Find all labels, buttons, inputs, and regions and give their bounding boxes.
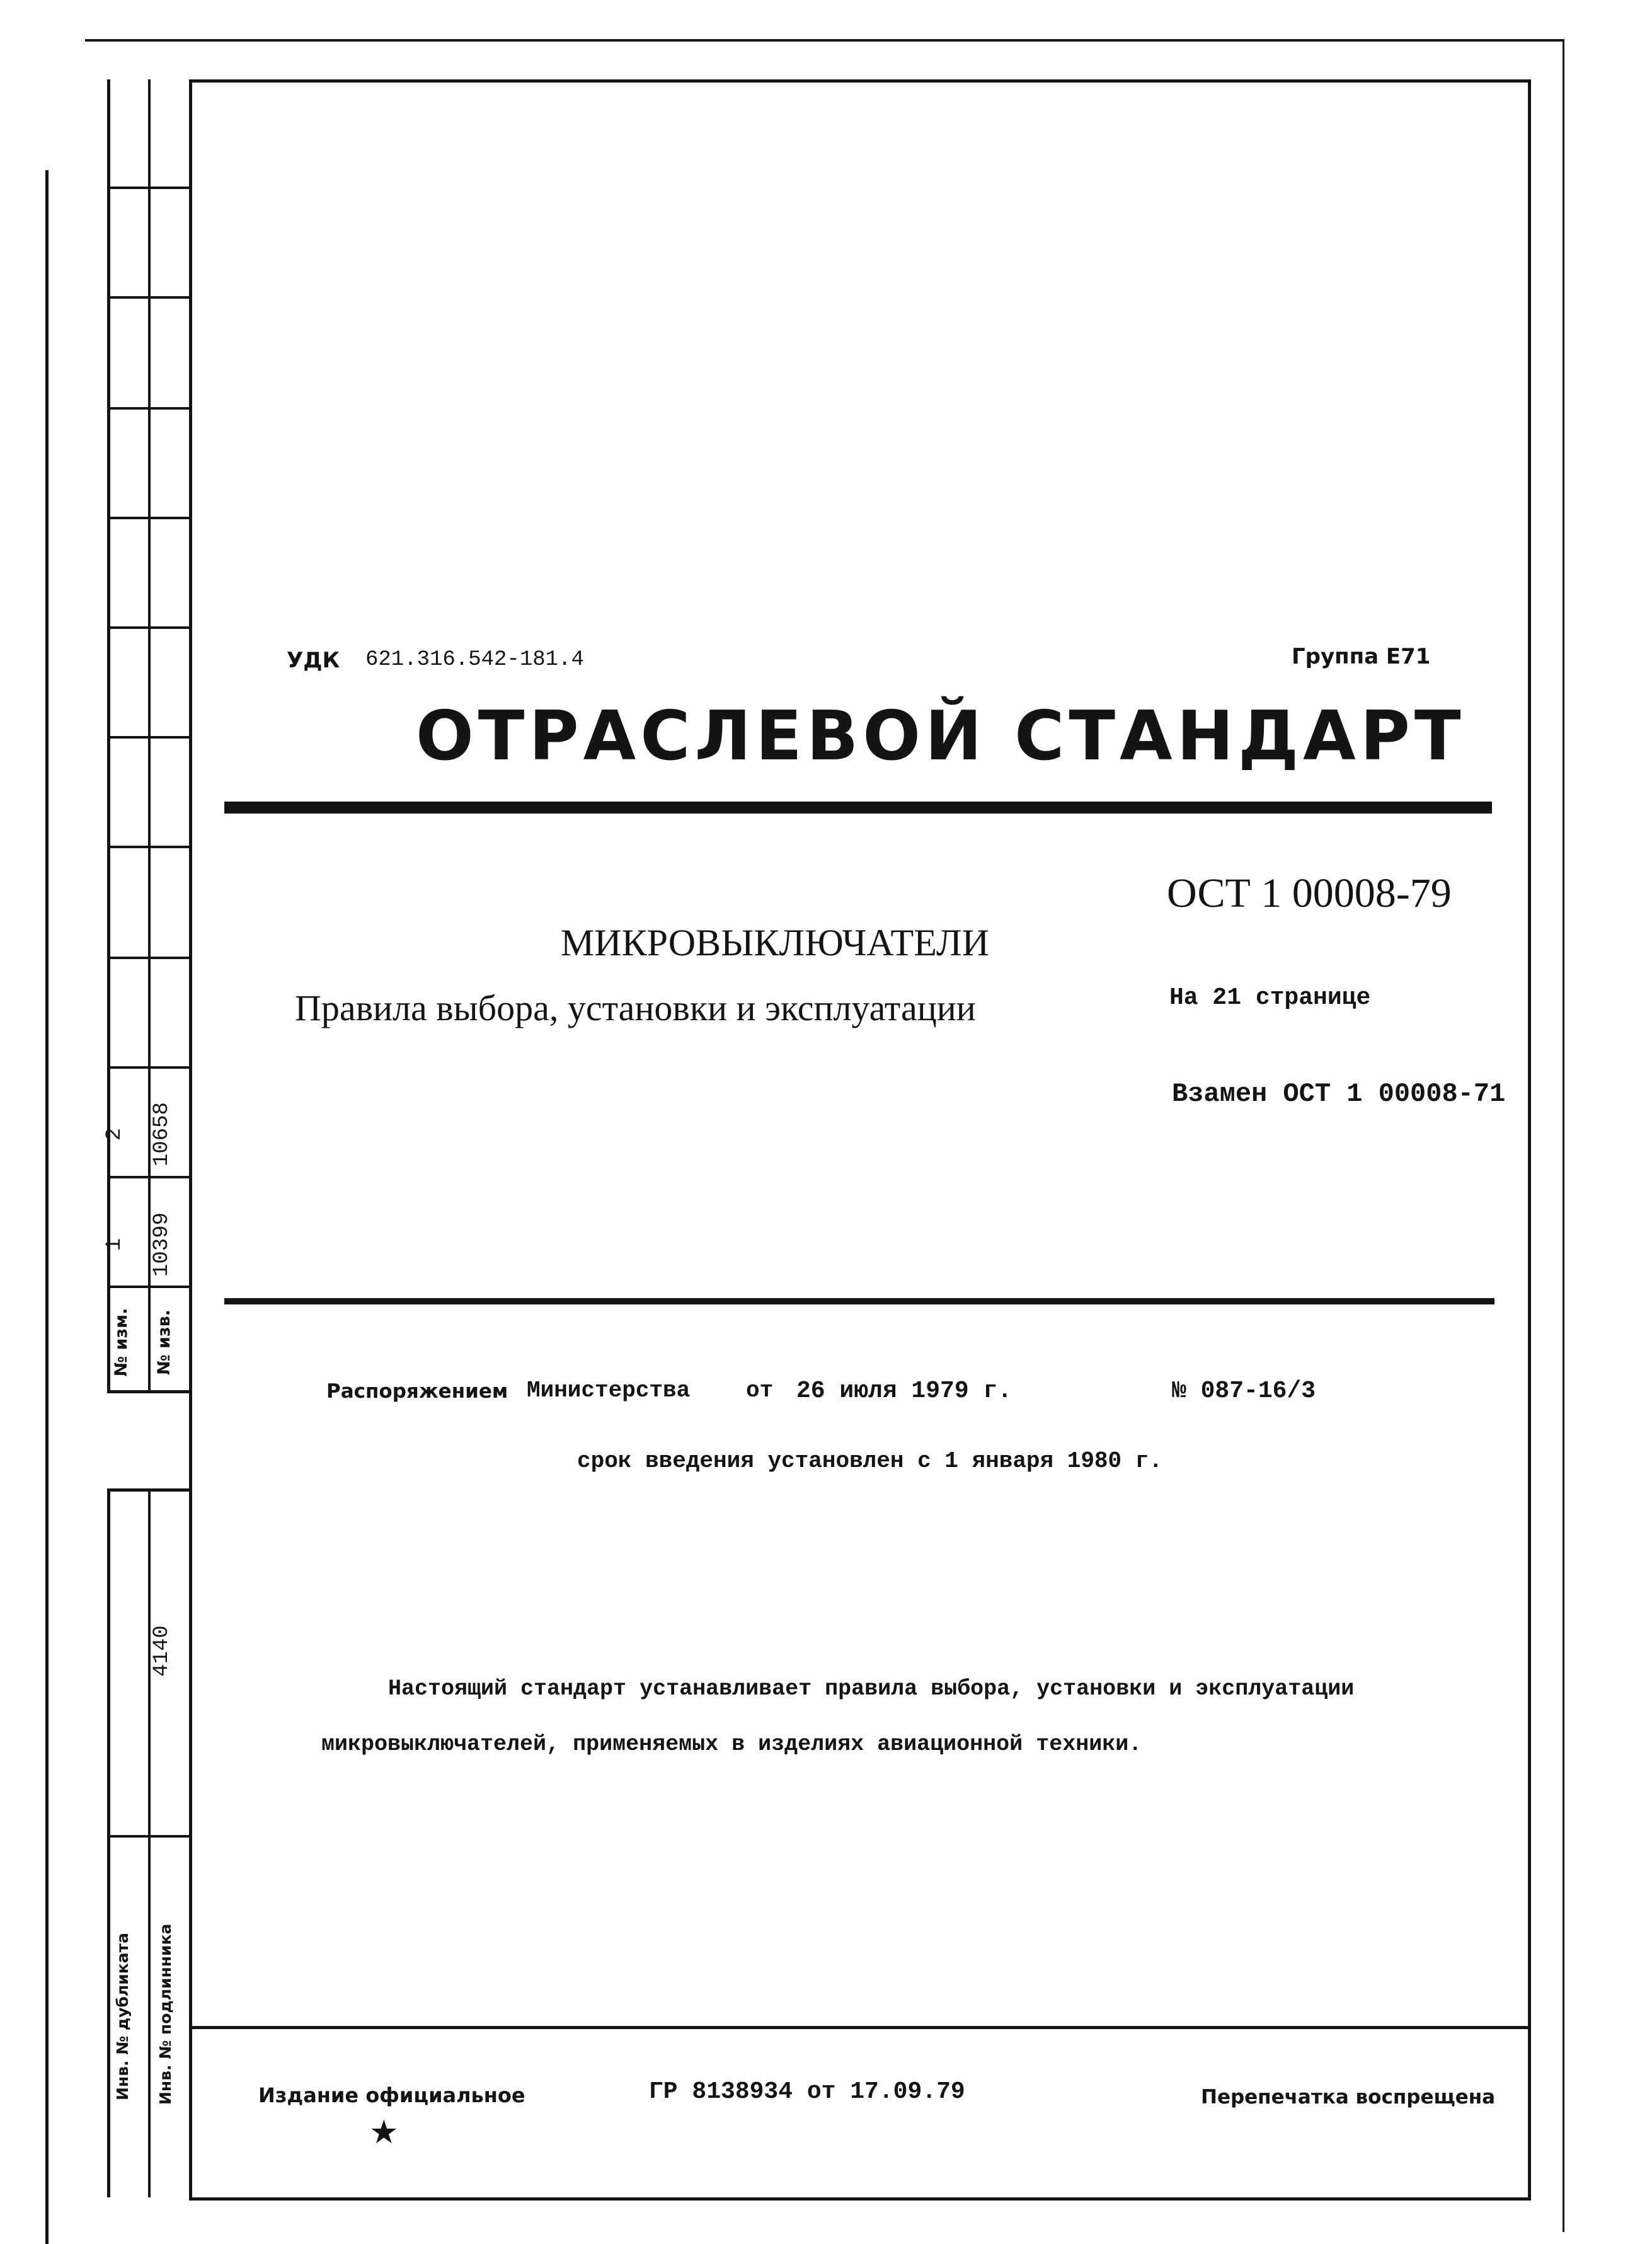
udk-code: 621.316.542-181.4 xyxy=(365,648,584,672)
udk-label: УДК xyxy=(287,648,340,673)
reprint-notice: Перепечатка воспрещена xyxy=(1201,2086,1496,2109)
duplicate-inventory-label: Инв. № дубликата xyxy=(113,1933,132,2100)
scope-line-1: Настоящий стандарт устанавливает правила выбора, установки и эксплуатации xyxy=(388,1676,1355,1701)
star-icon: ★ xyxy=(369,2114,399,2151)
scope-line-2: микровыключателей, применяемых в изделиях авиационной техники. xyxy=(321,1732,1142,1757)
revision-row-line xyxy=(107,517,189,519)
revision-row-line xyxy=(107,957,189,959)
notice-number-label: № изв. xyxy=(154,1309,174,1375)
notice-1-value: 10399 xyxy=(150,1212,174,1277)
replaces-standard: Взамен ОСТ 1 00008-71 xyxy=(1172,1079,1506,1109)
original-inventory-number: 4140 xyxy=(150,1625,174,1677)
standard-subtitle: Правила выбора, установки и эксплуатации xyxy=(295,987,976,1028)
revision-row-line xyxy=(107,626,189,629)
group-code: Группа Е71 xyxy=(1292,644,1431,669)
header-thick-rule xyxy=(224,802,1492,814)
revision-row-line xyxy=(107,736,189,739)
top-border-line xyxy=(85,39,1563,42)
revision-row-line xyxy=(107,1066,189,1069)
standard-name: МИКРОВЫКЛЮЧАТЕЛИ xyxy=(560,922,990,964)
inventory-table-divider xyxy=(148,1488,151,2197)
order-authority: Министерства xyxy=(527,1378,691,1403)
original-inventory-label: Инв. № подлинника xyxy=(156,1923,175,2105)
order-label: Распоряжением xyxy=(326,1380,508,1403)
revision-row-line xyxy=(107,187,189,189)
registration-number: ГР 8138934 от 17.09.79 xyxy=(649,2078,965,2105)
change-2-value: 2 xyxy=(103,1127,127,1141)
right-edge-line xyxy=(1563,39,1564,2232)
footer-separator-line xyxy=(189,2026,1528,2029)
revision-row-line xyxy=(107,296,189,299)
standard-number: ОСТ 1 00008-79 xyxy=(1167,870,1452,916)
order-number: № 087-16/3 xyxy=(1172,1378,1316,1405)
revision-row-line xyxy=(107,846,189,848)
change-number-label: № изм. xyxy=(112,1308,131,1377)
order-from: от xyxy=(746,1378,774,1403)
revision-row-line xyxy=(107,407,189,410)
notice-2-value: 10658 xyxy=(150,1102,174,1167)
order-date: 26 июля 1979 г. xyxy=(796,1378,1012,1405)
change-1-value: 1 xyxy=(103,1238,127,1251)
document-frame xyxy=(189,79,1531,2201)
page-count: На 21 странице xyxy=(1169,984,1371,1011)
effective-date: срок введения установлен с 1 января 1980 г. xyxy=(577,1448,1162,1474)
left-edge-line xyxy=(45,170,49,2244)
edition-label: Издание официальное xyxy=(258,2083,525,2107)
document-title: ОТРАСЛЕВОЙ СТАНДАРТ xyxy=(416,697,1466,776)
inventory-row-line xyxy=(107,1835,189,1838)
middle-thick-rule xyxy=(224,1298,1494,1304)
